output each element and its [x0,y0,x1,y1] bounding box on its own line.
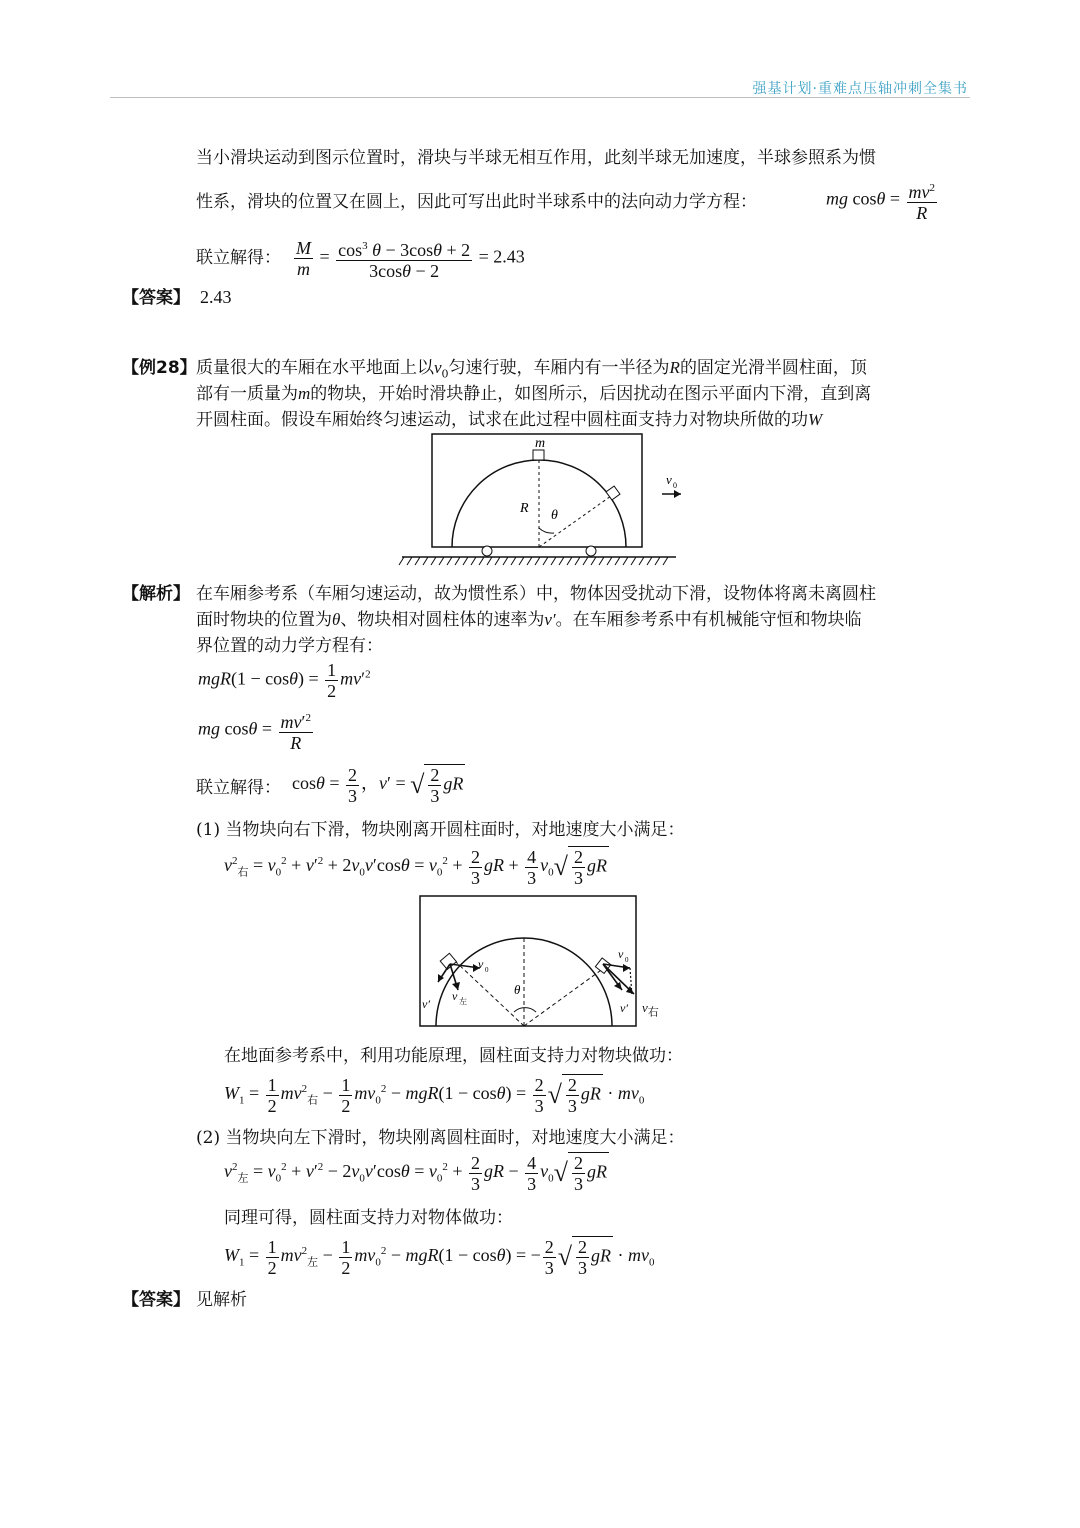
ground-hatch [591,557,596,565]
prev-solve-label: 联立解得： [196,248,281,268]
eq-v-right: $v^2_右 = v_0^2 + v'^2 + 2v_0v'\cos\theta = v_0^2$ + $\frac{2}{3}$ gR + $\frac{4}{3}$ $v_0√$ $\frac{2}{3}$ gR [224,846,607,888]
similarly-text: 同理可得，圆柱面支持力对物体做功： [224,1208,513,1228]
ground-hatch [415,557,420,565]
ground-hatch [631,557,636,565]
eq-work-right: $W_1$ = $\frac{1}{2}$ $mv^2_右$ − $\frac{1}{2}$ $mv_0^2 - mgR(1 - \cos\theta)$ = $\frac{2}{3}$ √ $\frac{2}{3}$ gR · $mv_0$ [224,1074,645,1116]
ground-hatch [615,557,620,565]
ground-frame-text: 在地面参考系中，利用功能原理，圆柱面支持力对物块做功： [224,1046,683,1066]
ground-hatch [559,557,564,565]
ground-hatch [455,557,460,565]
label-m: m [535,436,546,451]
case-1-label: (1) 当物块向右下滑，物块刚离开圆柱面时，对地速度大小满足： [196,820,685,840]
prev-answer-tag: 【答案】 [122,288,190,308]
ground-hatch [567,557,572,565]
svg-text:左: 左 [459,997,467,1006]
analysis-line-3: 界位置的动力学方程有： [196,636,383,656]
ground-hatch [479,557,484,565]
ground-hatch [511,557,516,565]
ground-hatch [551,557,556,565]
fig2-label-theta: θ [514,982,521,997]
prev-line-1: 当小滑块运动到图示位置时，滑块与半球无相互作用，此刻半球无加速度，半球参照系为惯 [196,148,876,168]
ground-hatch [503,557,508,565]
ground-hatch [575,557,580,565]
eq-mass-ratio: $\frac{M}{m}$ = $\frac{\cos^3 \theta - 3\cos\theta + 2}{3\cos\theta - 2}$ = 2.43 [296,238,525,281]
label-R: R [520,501,529,516]
header-title: 强基计划·重难点压轴冲刺全集书 [752,81,968,97]
ground-hatch [471,557,476,565]
ground-hatch [447,557,452,565]
label-theta: θ [551,508,558,523]
analysis-answer: 见解析 [196,1290,247,1310]
ground-hatch [543,557,548,565]
analysis-solve-label: 联立解得： [196,778,281,798]
ground-hatch [599,557,604,565]
label-v0: v [666,472,672,487]
fig2-label-vright: $v_右$ [642,1000,659,1019]
analysis-answer-tag: 【答案】 [122,1290,190,1310]
ground-hatch [655,557,660,565]
fig2-label-vp-right: v′ [620,1001,628,1015]
analysis-tag: 【解析】 [122,584,190,604]
prev-answer: 2.43 [200,287,232,307]
figure-velocity [418,894,640,1030]
svg-text:0: 0 [625,956,629,964]
fig2-label-v0-left: v [478,957,484,971]
figure-carriage [396,430,686,570]
eq-critical: mg cosθ = $\frac{mv'^2}{R}$ [198,708,315,753]
ground-hatch [527,557,532,565]
ground-hatch [431,557,436,565]
wheel-left [482,546,492,556]
example-line-2: 部有一质量为m的物块，开始时滑块静止，如图所示，后因扰动在图示平面内下滑，直到离 [196,384,872,404]
analysis-line-2: 面时物块的位置为θ、物块相对圆柱体的速率为v′。在车厢参考系中有机械能守恒和物块临 [196,610,862,630]
block-top [533,450,544,460]
fig2-label-vleft: v [452,989,458,1003]
ground-hatch [663,557,668,565]
example-line-1: 质量很大的车厢在水平地面上以$v_0$匀速行驶，车厢内有一半径为R的固定光滑半圆柱面，顶 [196,358,867,381]
ground-hatch [519,557,524,565]
eq-normal-dynamics: mg cosθ = $\frac{mv^2}{R}$ [826,178,939,223]
fig2-radius-right [524,968,604,1026]
ground-hatch [623,557,628,565]
theta-arc [539,528,554,533]
case-2-label: (2) 当物块向左下滑时，物块刚离圆柱面时，对地速度大小满足： [196,1128,685,1148]
ground-hatch [407,557,412,565]
ground-hatch [487,557,492,565]
ground-hatch [423,557,428,565]
ground-hatch [495,557,500,565]
ground-hatch [439,557,444,565]
example-line-3: 开圆柱面。假设车厢始终匀速运动，试求在此过程中圆柱面支持力对物块所做的功W [196,410,823,430]
prev-line-2: 性系，滑块的位置又在圆上，因此可写出此时半球系中的法向动力学方程： [196,192,757,212]
wheel-right [586,546,596,556]
v0-arrowhead [674,490,681,498]
eq-solution: cosθ = $\frac{2}{3}$ ，v′ = √ $\frac{2}{3}$ gR [292,764,464,806]
ground-hatch [647,557,652,565]
ground-hatch [535,557,540,565]
fig2-theta-arc [514,1008,536,1012]
ground-hatch [399,557,404,565]
radius-slanted [539,496,611,547]
eq-energy: mgR(1 − cosθ) = $\frac{1}{2}$ $mv'^2$ [198,660,371,701]
ground-hatch [583,557,588,565]
analysis-line-1: 在车厢参考系（车厢匀速运动，故为惯性系）中，物体因受扰动下滑，设物体将离未离圆柱 [196,584,876,604]
ground-hatch [607,557,612,565]
fig2-label-vp-left: v′ [422,997,430,1011]
fig2-label-v0-right: v [618,947,624,961]
eq-work-left: $W_1$ = $\frac{1}{2}$ $mv^2_左$ − $\frac{1}{2}$ $mv_0^2 - mgR(1 - \cos\theta)$ = − $\frac{2}{3}$ √ $\frac{2}{3}$ gR · $mv_0$ [224,1236,655,1278]
header-rule [110,97,970,98]
ground-hatch [639,557,644,565]
eq-v-left: $v^2_左 = v_0^2 + v'^2 - 2v_0v'\cos\theta = v_0^2$ + $\frac{2}{3}$ gR − $\frac{4}{3}$ $v_0√$ $\frac{2}{3}$ gR [224,1152,607,1194]
example-tag: 【例28】 [122,358,197,378]
ground-hatch [463,557,468,565]
svg-text:0: 0 [485,966,489,974]
label-v0-sub: 0 [673,481,677,490]
